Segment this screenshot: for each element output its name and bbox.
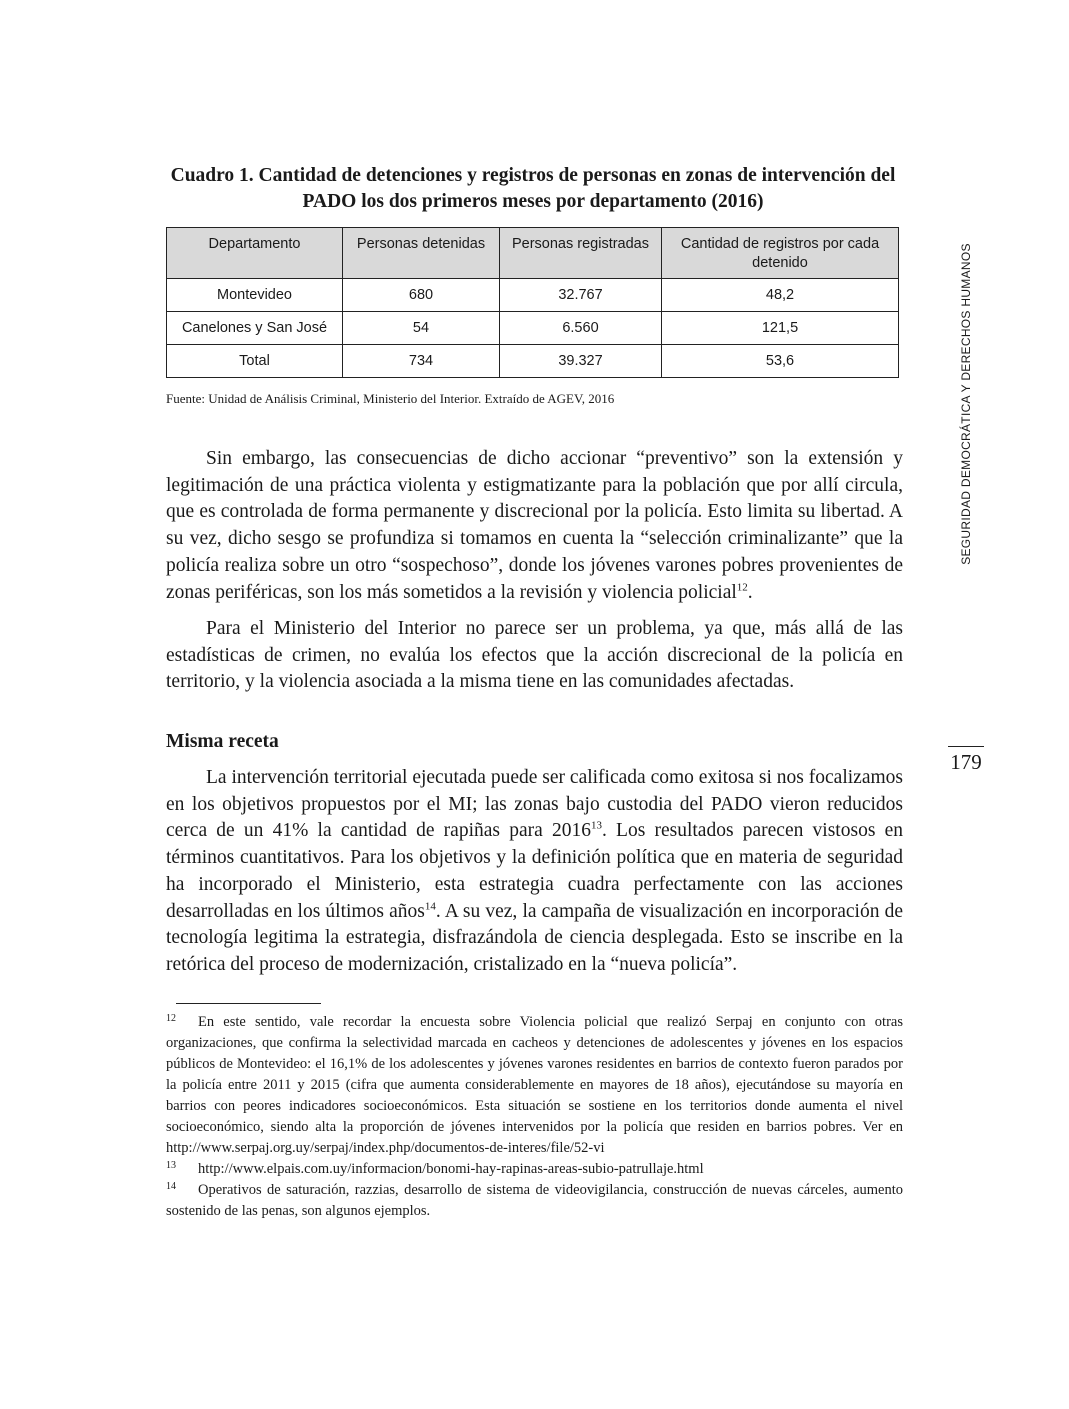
table-cell: Canelones y San José [167, 312, 343, 345]
column-header-registros-por-detenido: Cantidad de registros por cada detenido [662, 228, 899, 279]
footnote-ref-14[interactable]: 14 [424, 900, 436, 913]
table-cell: Total [167, 345, 343, 378]
table-cell: 48,2 [662, 279, 899, 312]
table-row [167, 312, 899, 345]
table-cell: 53,6 [662, 345, 899, 378]
footnote-text: Operativos de saturación, razzias, desarrollo de sistema de videovigilancia, construcción de nuevas cárceles, aumento sostenido de las penas, son algunos ejemplos. [166, 1182, 903, 1219]
footnote-number: 13 [166, 1160, 176, 1171]
page-number-rule [948, 746, 984, 747]
footnote-number: 12 [166, 1013, 176, 1024]
table-cell: 680 [343, 279, 500, 312]
footnote-number: 14 [166, 1181, 176, 1192]
footnote-ref-13[interactable]: 13 [590, 819, 602, 832]
column-header-personas-registradas: Personas registradas [500, 228, 662, 279]
paragraph-3-part-1: La intervención territorial ejecutada puede ser calificada como exitosa si nos focalizamos en los objetivos propuestos por el MI; las zonas bajo custodia del PADO vieron reducidos cerca de un 41% la cantidad de rapiñas para 2016 [166, 767, 903, 842]
table-row [167, 279, 899, 312]
footnote-link[interactable]: http://www.elpais.com.uy/informacion/bonomi-hay-rapinas-areas-subio-patrullaje.html [198, 1161, 704, 1177]
table-cell: 54 [343, 312, 500, 345]
column-header-personas-detenidas: Personas detenidas [343, 228, 500, 279]
running-sidebar [956, 243, 976, 565]
footnote-separator [176, 1003, 321, 1004]
footnote-12 [166, 1012, 903, 1159]
table-cell: 6.560 [500, 312, 662, 345]
sidebar-title: SEGURIDAD DEMOCRÁTICA Y DERECHOS HUMANOS [959, 243, 973, 565]
paragraph-1 [166, 446, 903, 606]
footnote-13 [166, 1159, 903, 1180]
detentions-table [166, 227, 899, 378]
paragraph-1-text: Sin embargo, las consecuencias de dicho accionar “preventivo” son la extensión y legitimación de una práctica violenta y estigmatizante para la población que por allí circula, que es controlada de forma permanente y discrecional por la policía. Esto limita su libertad. A su vez, dicho sesgo se profundiza si tomamos en cuenta la “selección criminalizante” que la policía realiza sobre un otro “sospechoso”, donde los jóvenes varones pobres provenientes de zonas periféricas, son los más sometidos a la revisión y violencia policial [166, 448, 903, 603]
paragraph-3 [166, 765, 903, 979]
footnote-ref-12[interactable]: 12 [736, 581, 748, 594]
section-heading: Misma receta [166, 731, 279, 752]
paragraph-3-part-2: . Los resultados parecen vistosos en términos cuantitativos. Para los objetivos y la definición política que en materia de seguridad ha incorporado el Ministerio, esta estrategia cuadra perfectamente con las acciones desarrolladas en los últimos años [166, 820, 904, 922]
table-cell: 32.767 [500, 279, 662, 312]
paragraph-3-part-3: . A su vez, la campaña de visualización en incorporación de tecnología legitima la estrategia, disfrazándola de ciencia desplegada. Esto se inscribe en la retórica del proceso de modernización, cristalizado en la “nueva policía”. [166, 900, 903, 975]
paragraph-2: Para el Ministerio del Interior no parece ser un problema, ya que, más allá de las estadísticas de crimen, no evalúa los efectos que la acción discrecional de la policía en territorio, y la violencia asociada a la misma tiene en las comunidades afectadas. [166, 618, 903, 693]
table-header-row [167, 228, 899, 279]
table-row [167, 345, 899, 378]
table-source-note: Fuente: Unidad de Análisis Criminal, Ministerio del Interior. Extraído de AGEV, 2016 [166, 391, 615, 406]
table-cell: 121,5 [662, 312, 899, 345]
table-cell: 734 [343, 345, 500, 378]
footnotes [166, 1012, 903, 1222]
table-caption: Cuadro 1. Cantidad de detenciones y registros de personas en zonas de intervención del PADO los dos primeros meses por departamento (2016) [170, 165, 896, 212]
paragraph-1-tail: . [747, 581, 753, 603]
table-cell: 39.327 [500, 345, 662, 378]
page-number: 179 [950, 750, 982, 774]
footnote-text: En este sentido, vale recordar la encuesta sobre Violencia policial que realizó Serpaj en conjunto con otras organizaciones, que confirma la selectividad marcada en cacheos y detenciones de adolescentes y jóvenes en los espacios públicos de Montevideo: el 16,1% de los adolescentes y jóvenes varones residentes en barrios de contexto fueron parados por la policía entre 2011 y 2015 (cifra que aumenta considerablemente en mayores de 18 años), ejecutándose su mayoría en barrios con peores indicadores socioeconómicos. Esta situación se sostiene en los territorios donde aumenta el nivel socioeconómico, siendo alta la proporción de jóvenes intervenidos por la policía que residen en barrios pobres. Ver en http://www.serpaj.org.uy/serpaj/index.php/documentos-de-interes/file/52-vi [166, 1014, 903, 1156]
footnote-14 [166, 1180, 903, 1222]
table-cell: Montevideo [167, 279, 343, 312]
column-header-departamento: Departamento [167, 228, 343, 279]
